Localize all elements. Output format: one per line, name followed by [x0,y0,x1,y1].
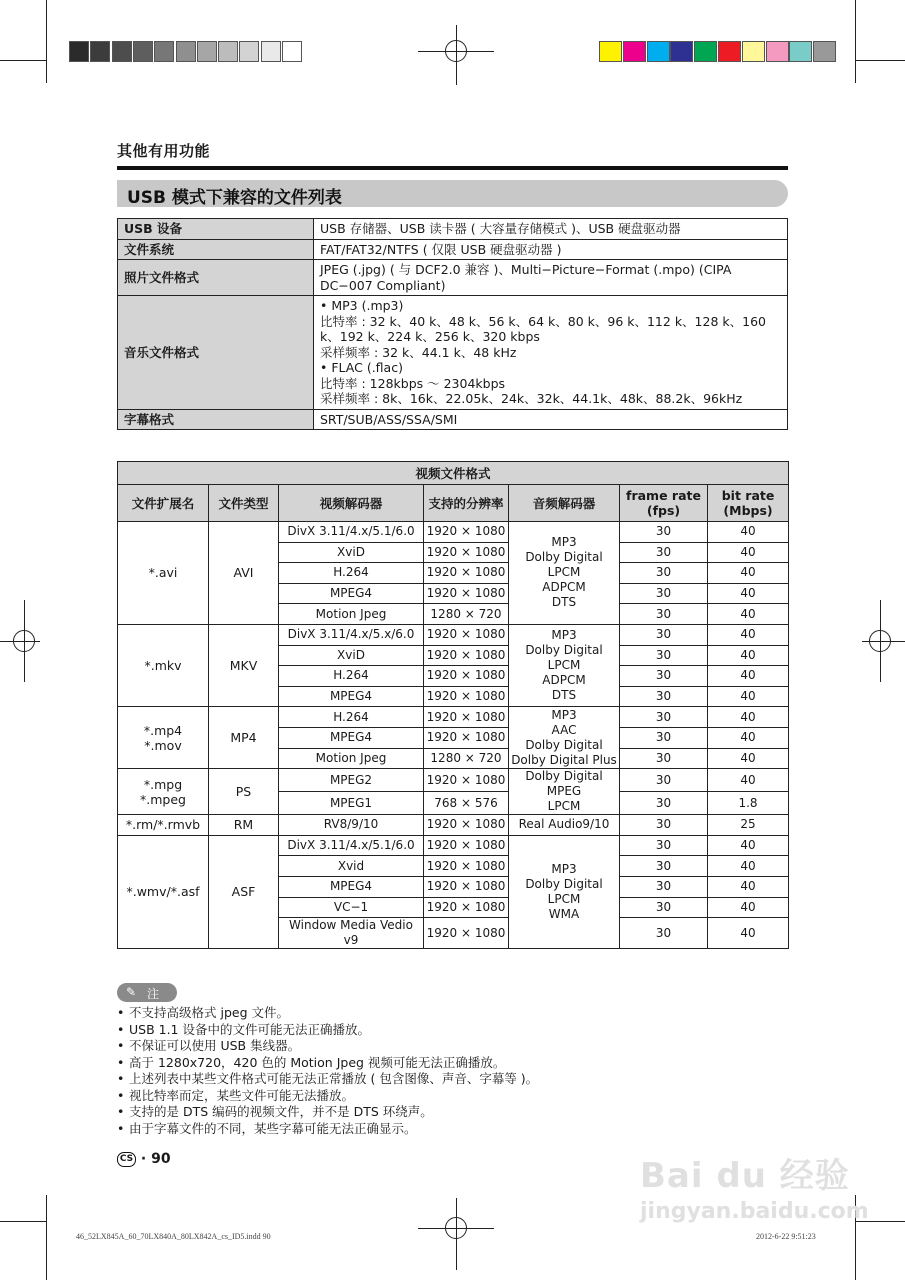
page-separator: · [140,1151,147,1167]
resolution-cell: 1920 × 1080 [424,856,509,877]
table-row [118,769,789,792]
note-item: • 支持的是 DTS 编码的视频文件，并不是 DTS 环绕声。 [117,1104,538,1121]
color-swatch [694,41,717,62]
frame-rate-cell: 30 [620,645,708,666]
resolution-cell: 1920 × 1080 [424,707,509,728]
spec-value: • MP3 (.mp3) 比特率 : 32 k、40 k、48 k、56 k、64 k、80 k、96 k、112 k、128 k、160 k、192 k、224 k、256 k、320 kbps 采样频率 : 32 k、44.1 k、48 kHz • FLAC (.flac) 比特率 : 128kbps ～ 2304kbps 采样频率 : 8k、16k、22.05k、24k、32k、44.1k、48k、88.2k、96kHz [314,296,788,410]
frame-rate-cell: 30 [620,835,708,856]
video-codec-cell: Window Media Vedio v9 [279,918,424,949]
frame-rate-cell: 30 [620,522,708,543]
color-swatch [718,41,741,62]
registration-mark-bottom [445,1217,467,1239]
usb-spec-table [117,218,788,430]
note-item: • 高于 1280x720，420 色的 Motion Jpeg 视频可能无法正确播放。 [117,1055,538,1072]
column-header: frame rate (fps) [620,485,708,522]
resolution-cell: 1920 × 1080 [424,522,509,543]
spec-value: USB 存储器、USB 读卡器 ( 大容量存储模式 )、USB 硬盘驱动器 [314,219,788,240]
bit-rate-cell: 40 [708,583,789,604]
table-row [118,815,789,836]
file-extension-cell: *.mkv [118,624,209,706]
table-row [118,835,789,856]
audio-codec-cell: MP3 Dolby Digital LPCM WMA [509,835,620,948]
video-format-table [117,461,789,949]
title-bar [117,180,788,207]
color-swatch [623,41,646,62]
video-codec-cell: DivX 3.11/4.x/5.x/6.0 [279,624,424,645]
color-swatch [766,41,789,62]
spec-row [118,239,788,260]
page-number: 90 [151,1151,171,1167]
video-codec-cell: DivX 3.11/4.x/5.1/6.0 [279,522,424,543]
spec-value: SRT/SUB/ASS/SSA/SMI [314,409,788,430]
gray-swatch [218,41,238,62]
video-codec-cell: Xvid [279,856,424,877]
bit-rate-cell: 40 [708,666,789,687]
registration-mark-right [869,630,891,652]
file-extension-cell: *.mpg *.mpeg [118,769,209,815]
resolution-cell: 1920 × 1080 [424,897,509,918]
resolution-cell: 1920 × 1080 [424,563,509,584]
gray-swatch [133,41,153,62]
column-header: 文件类型 [209,485,279,522]
language-badge: CS [117,1152,136,1167]
bit-rate-cell: 40 [708,522,789,543]
video-codec-cell: VC−1 [279,897,424,918]
bit-rate-cell: 40 [708,897,789,918]
bit-rate-cell: 25 [708,815,789,836]
resolution-cell: 1920 × 1080 [424,876,509,897]
page-title: USB 模式下兼容的文件列表 [127,188,342,208]
resolution-cell: 1280 × 720 [424,748,509,769]
resolution-cell: 1920 × 1080 [424,542,509,563]
date-slug: 2012-6-22 9:51:23 [756,1232,816,1241]
table-row [118,707,789,728]
bit-rate-cell: 40 [708,624,789,645]
spec-value: JPEG (.jpg) ( 与 DCF2.0 兼容 )、Multi−Picture−Format (.mpo) (CIPA DC−007 Compliant) [314,260,788,296]
file-type-cell: MP4 [209,707,279,769]
color-swatch [742,41,765,62]
registration-mark-top [445,40,467,62]
table-row [118,522,789,543]
bit-rate-cell: 40 [708,645,789,666]
bit-rate-cell: 40 [708,748,789,769]
video-codec-cell: RV8/9/10 [279,815,424,836]
audio-codec-cell: MP3 Dolby Digital LPCM ADPCM DTS [509,624,620,706]
gray-swatch [69,41,89,62]
file-type-cell: PS [209,769,279,815]
notes-badge-label: 注 [147,987,160,1001]
frame-rate-cell: 30 [620,542,708,563]
note-item: • USB 1.1 设备中的文件可能无法正确播放。 [117,1022,538,1039]
resolution-cell: 1920 × 1080 [424,769,509,792]
note-item: • 由于字幕文件的不同，某些字幕可能无法正确显示。 [117,1121,538,1138]
notes-badge [117,983,177,1002]
gray-swatch [176,41,196,62]
resolution-cell: 1920 × 1080 [424,835,509,856]
audio-codec-cell: MP3 Dolby Digital LPCM ADPCM DTS [509,522,620,625]
resolution-cell: 1920 × 1080 [424,686,509,707]
section-label: 其他有用功能 [117,142,211,160]
frame-rate-cell: 30 [620,707,708,728]
resolution-cell: 1920 × 1080 [424,583,509,604]
note-item: • 不保证可以使用 USB 集线器。 [117,1038,538,1055]
watermark-brand: Bai du 经验 [640,1156,850,1196]
spec-key: 文件系统 [118,239,314,260]
frame-rate-cell: 30 [620,583,708,604]
frame-rate-cell: 30 [620,604,708,625]
resolution-cell: 1280 × 720 [424,604,509,625]
gray-swatch [261,41,281,62]
video-codec-cell: Motion Jpeg [279,604,424,625]
frame-rate-cell: 30 [620,897,708,918]
spec-key: USB 设备 [118,219,314,240]
note-item: • 上述列表中某些文件格式可能无法正常播放 ( 包含图像、声音、字幕等 )。 [117,1071,538,1088]
video-codec-cell: H.264 [279,563,424,584]
color-swatch [599,41,622,62]
column-header: bit rate (Mbps) [708,485,789,522]
note-item: • 不支持高级格式 jpeg 文件。 [117,1005,538,1022]
bit-rate-cell: 40 [708,542,789,563]
bit-rate-cell: 40 [708,563,789,584]
file-extension-cell: *.rm/*.rmvb [118,815,209,836]
spec-row [118,219,788,240]
resolution-cell: 1920 × 1080 [424,645,509,666]
audio-codec-cell: Dolby Digital MPEG LPCM [509,769,620,815]
bit-rate-cell: 40 [708,856,789,877]
video-codec-cell: MPEG4 [279,583,424,604]
gray-swatch [197,41,217,62]
file-slug: 46_52LX845A_60_70LX840A_80LX842A_cs_ID5.indd 90 [76,1232,271,1241]
resolution-cell: 768 × 576 [424,792,509,815]
video-codec-cell: H.264 [279,707,424,728]
column-header: 视频解码器 [279,485,424,522]
color-swatch [789,41,812,62]
audio-codec-cell: Real Audio9/10 [509,815,620,836]
file-extension-cell: *.wmv/*.asf [118,835,209,948]
file-type-cell: MKV [209,624,279,706]
bit-rate-cell: 40 [708,707,789,728]
column-header: 音频解码器 [509,485,620,522]
color-swatch [670,41,693,62]
frame-rate-cell: 30 [620,769,708,792]
spec-key: 字幕格式 [118,409,314,430]
frame-rate-cell: 30 [620,666,708,687]
file-extension-cell: *.avi [118,522,209,625]
frame-rate-cell: 30 [620,748,708,769]
note-pencil-icon: ✎ [126,985,137,999]
resolution-cell: 1920 × 1080 [424,666,509,687]
resolution-cell: 1920 × 1080 [424,624,509,645]
watermark-url: jingyan.baidu.com [640,1199,869,1224]
gray-swatch [239,41,259,62]
frame-rate-cell: 30 [620,876,708,897]
column-header: 文件扩展名 [118,485,209,522]
section-divider [117,166,788,170]
frame-rate-cell: 30 [620,563,708,584]
registration-mark-left [13,630,35,652]
spec-key: 音乐文件格式 [118,296,314,410]
gray-swatch [154,41,174,62]
bit-rate-cell: 40 [708,727,789,748]
bit-rate-cell: 40 [708,835,789,856]
frame-rate-cell: 30 [620,686,708,707]
audio-codec-cell: MP3 AAC Dolby Digital Dolby Digital Plus [509,707,620,769]
spec-row [118,260,788,296]
video-codec-cell: MPEG1 [279,792,424,815]
frame-rate-cell: 30 [620,792,708,815]
video-codec-cell: Motion Jpeg [279,748,424,769]
color-swatch [813,41,836,62]
table-row [118,624,789,645]
bit-rate-cell: 40 [708,604,789,625]
spec-row [118,409,788,430]
video-codec-cell: MPEG4 [279,727,424,748]
spec-key: 照片文件格式 [118,260,314,296]
frame-rate-cell: 30 [620,815,708,836]
gray-swatch [112,41,132,62]
spec-value: FAT/FAT32/NTFS ( 仅限 USB 硬盘驱动器 ) [314,239,788,260]
note-item: • 视比特率而定，某些文件可能无法播放。 [117,1088,538,1105]
file-type-cell: AVI [209,522,279,625]
resolution-cell: 1920 × 1080 [424,727,509,748]
video-codec-cell: XviD [279,645,424,666]
bit-rate-cell: 40 [708,686,789,707]
frame-rate-cell: 30 [620,624,708,645]
bit-rate-cell: 40 [708,918,789,949]
bit-rate-cell: 40 [708,769,789,792]
gray-swatch [90,41,110,62]
video-codec-cell: MPEG4 [279,686,424,707]
video-codec-cell: DivX 3.11/4.x/5.1/6.0 [279,835,424,856]
spec-row [118,296,788,410]
video-table-caption: 视频文件格式 [118,462,789,485]
resolution-cell: 1920 × 1080 [424,815,509,836]
video-codec-cell: H.264 [279,666,424,687]
video-codec-cell: MPEG4 [279,876,424,897]
page-number-footer [117,1151,171,1167]
frame-rate-cell: 30 [620,727,708,748]
frame-rate-cell: 30 [620,856,708,877]
video-codec-cell: MPEG2 [279,769,424,792]
resolution-cell: 1920 × 1080 [424,918,509,949]
frame-rate-cell: 30 [620,918,708,949]
column-header: 支持的分辨率 [424,485,509,522]
gray-swatch [282,41,302,62]
video-codec-cell: XviD [279,542,424,563]
color-swatch [647,41,670,62]
file-type-cell: RM [209,815,279,836]
file-extension-cell: *.mp4 *.mov [118,707,209,769]
notes-list [117,1005,538,1137]
file-type-cell: ASF [209,835,279,948]
watermark-logo [640,1148,869,1224]
bit-rate-cell: 40 [708,876,789,897]
bit-rate-cell: 1.8 [708,792,789,815]
